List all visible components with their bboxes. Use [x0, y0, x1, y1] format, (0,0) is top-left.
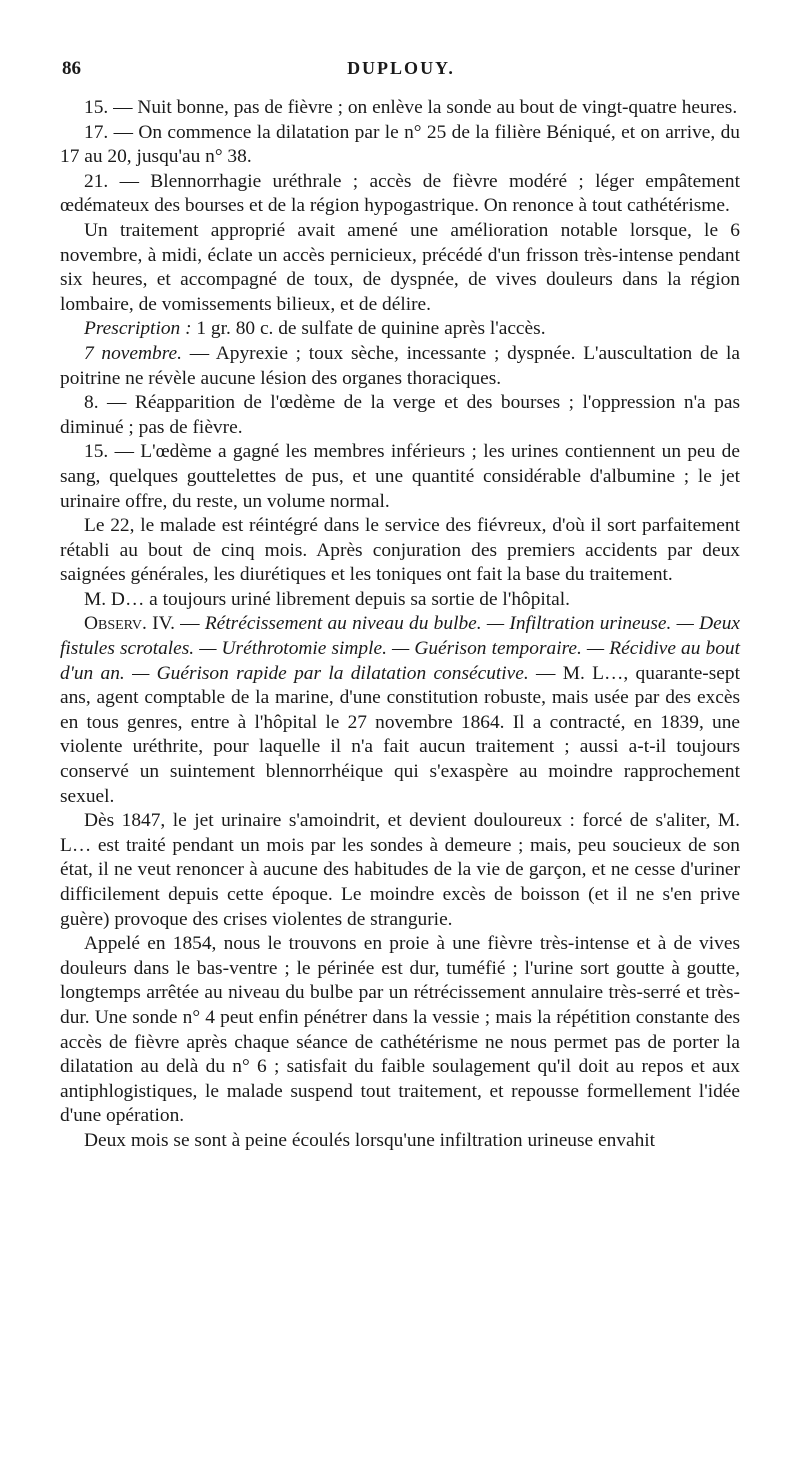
prescription-label: Prescription : [84, 318, 192, 340]
observation-text: — M. L…, quarante-sept ans, agent comptable de la marine, d'une constitution robuste, mais usée par des excès en tous genres, entre à l'hôpital le 27 novembre 1864. Il a contracté, en 1839, une violente uréthrite, pour laquelle il n'a fait aucun traitement ; aussi a-t-il toujours conservé un suintement blennorrhéique qui s'exaspère au moindre rapprochement sexuel. [60, 662, 740, 807]
paragraph: 15. — Nuit bonne, pas de fièvre ; on enlève la sonde au bout de vingt-quatre heures. [84, 97, 738, 118]
nov7-paragraph [60, 342, 740, 391]
prescription-text: 1 gr. 80 c. de sulfate de quinine après l'accès. [191, 318, 546, 340]
nov7-label: 7 novembre. [84, 342, 183, 364]
paragraph: 17. — On commence la dilatation par le n° 25 de la filière Béniqué, et on arrive, du 17 au 20, jusqu'au n° 38. [60, 121, 740, 168]
paragraph: Un traitement approprié avait amené une amélioration notable lorsque, le 6 novembre, à midi, éclate un accès pernicieux, précédé d'un frisson très-intense pendant six heures, et accompagné de toux, de dyspnée, de vives douleurs dans la région lombaire, de vomissements bilieux, et de délire. [60, 219, 740, 315]
paragraph: 21. — Blennorrhagie uréthrale ; accès de fièvre modéré ; léger empâtement œdémateux des bourses et de la région hypogastrique. On renonce à tout cathétérisme. [60, 170, 740, 217]
paragraph: Le 22, le malade est réintégré dans le service des fiévreux, d'où il sort parfaitement rétabli au bout de cinq mois. Après conjuration des premiers accidents par deux saignées générales, les diurétiques et les toniques ont fait la base du traitement. [60, 515, 740, 586]
page-header [62, 58, 740, 84]
prescription-paragraph [60, 317, 740, 342]
paragraph: 8. — Réapparition de l'œdème de la verge et des bourses ; l'oppression n'a pas diminué ; pas de fièvre. [60, 392, 740, 438]
observation-title: Rétrécissement au niveau du bulbe. — Infiltration urineuse. — Deux fistules scrotales. — Uréthrotomie simple. — Guérison temporaire. — Récidive au bout d'un an. — Guérison rapide par la dilatation consécutive. [60, 613, 741, 684]
paragraph: Dès 1847, le jet urinaire s'amoindrit, et devient douloureux : forcé de s'aliter, M. L… est traité pendant un mois par les sondes à demeure ; mais, peu soucieux de son état, il ne veut renoncer à aucune des habitudes de la vie de garçon, et ne cesse d'uriner difficilement depuis cette époque. Le moindre excès de boisson (et il ne s'en prive guère) provoque des crises violentes de strangurie. [60, 810, 740, 930]
running-head: DUPLOUY. [347, 58, 455, 78]
observation-paragraph [60, 612, 740, 809]
observation-label: Observ. [84, 613, 147, 635]
paragraph: 15. — L'œdème a gagné les membres inférieurs ; les urines contiennent un peu de sang, quelques gouttelettes de pus, et une quantité considérable d'albumine ; le jet urinaire offre, du reste, un volume normal. [60, 441, 740, 512]
paragraph: Deux mois se sont à peine écoulés lorsqu'une infiltration urineuse envahit [84, 1129, 656, 1151]
paragraph: Appelé en 1854, nous le trouvons en proie à une fièvre très-intense et à de vives douleurs dans le bas-ventre ; le périnée est dur, tuméfié ; l'urine sort goutte à goutte, longtemps arrêtée au niveau du bulbe par un rétrécissement annulaire très-serré et très-dur. Une sonde n° 4 peut enfin pénétrer dans la vessie ; mais la répétition constante des accès de fièvre après chaque séance de cathétérisme ne nous permet pas de porter la dilatation au delà du n° 6 ; satisfait du faible soulagement qu'il doit au repos et aux antiphlogistiques, le malade suspend tout traitement, et repousse formellement l'idée d'une opération. [60, 933, 740, 1127]
paragraph: M. D… a toujours uriné librement depuis sa sortie de l'hôpital. [84, 588, 571, 610]
page-number: 86 [62, 58, 81, 79]
nov7-text: — Apyrexie ; toux sèche, incessante ; dyspnée. L'auscultation de la poitrine ne révèle aucune lésion des organes thoraciques. [60, 342, 740, 389]
body-text [60, 96, 740, 1154]
observation-number: IV. — [146, 613, 205, 635]
